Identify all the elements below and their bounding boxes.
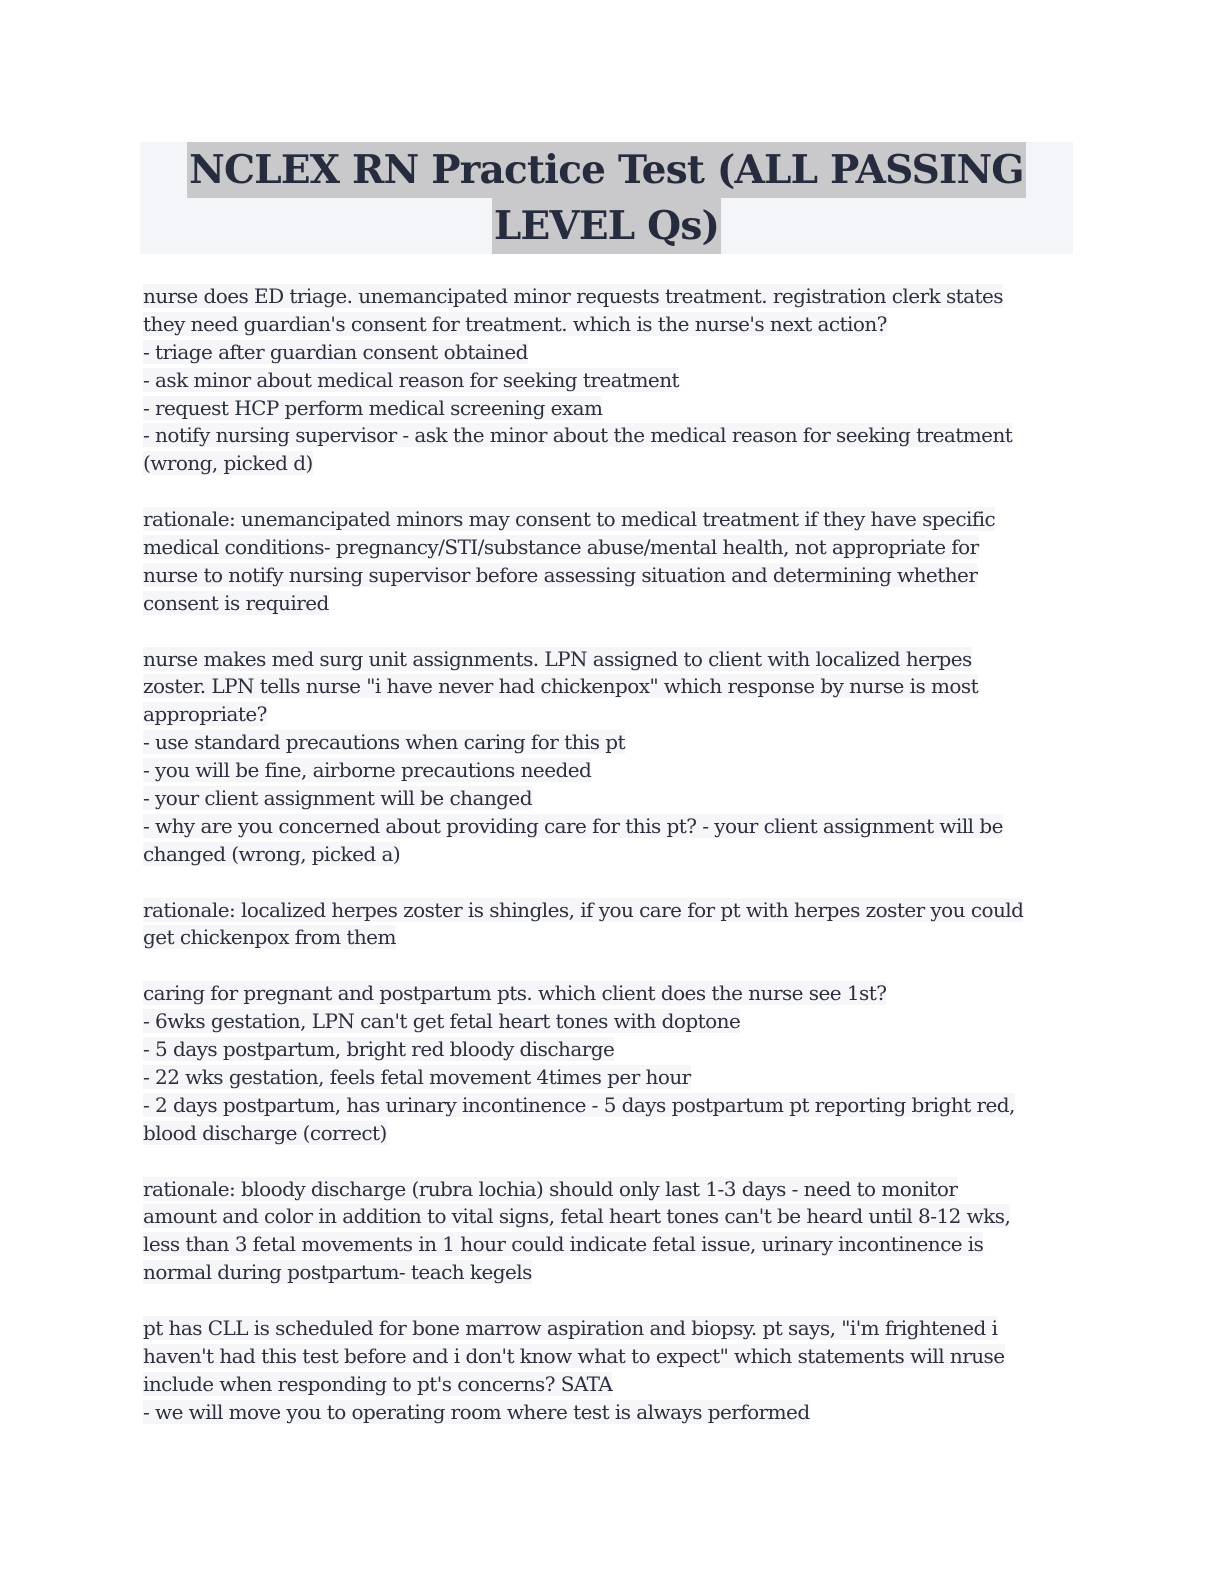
text-line: [143, 1315, 1073, 1343]
text-line: [143, 785, 1073, 813]
text-line: [143, 506, 1073, 534]
paragraph-gap: [143, 1287, 1073, 1315]
line-text: normal during postpartum- teach kegels: [143, 1260, 532, 1285]
document-title: [140, 142, 1073, 254]
text-line: [143, 897, 1073, 925]
text-line: [143, 1092, 1073, 1120]
text-line: [143, 562, 1073, 590]
text-line: [143, 1231, 1073, 1259]
text-line: [143, 924, 1073, 952]
line-text: changed (wrong, picked a): [143, 841, 401, 866]
paragraph-gap: [143, 869, 1073, 897]
line-text: nurse does ED triage. unemancipated minor requests treatment. registration clerk states: [143, 284, 1004, 308]
line-text: zoster. LPN tells nurse "i have never had chickenpox" which response by nurse is most: [143, 674, 979, 699]
line-text: nurse makes med surg unit assignments. LPN assigned to client with localized herpes: [143, 646, 972, 671]
text-line: [143, 1176, 1073, 1204]
text-line: [143, 1036, 1073, 1064]
line-text: medical conditions- pregnancy/STI/substance abuse/mental health, not appropriate for: [143, 535, 979, 560]
text-line: [143, 813, 1073, 841]
line-text: blood discharge (correct): [143, 1120, 387, 1145]
line-text: appropriate?: [143, 702, 267, 727]
line-text: - why are you concerned about providing care for this pt? - your client assignment will be: [143, 813, 1003, 838]
text-line: [143, 1371, 1073, 1399]
text-line: [143, 1259, 1073, 1287]
text-block: [143, 283, 1073, 478]
text-block: [143, 980, 1073, 1147]
line-text: caring for pregnant and postpartum pts. which client does the nurse see 1st?: [143, 981, 887, 1006]
title-line: LEVEL Qs): [492, 198, 721, 254]
text-line: [143, 311, 1073, 339]
text-line: [143, 1120, 1073, 1148]
text-block: [143, 506, 1073, 618]
text-line: [143, 757, 1073, 785]
line-text: - your client assignment will be changed: [143, 786, 532, 811]
line-text: rationale: localized herpes zoster is shingles, if you care for pt with herpes zoster you could: [143, 897, 1024, 922]
line-text: - 22 wks gestation, feels fetal movement 4times per hour: [143, 1064, 691, 1089]
line-text: - use standard precautions when caring for this pt: [143, 730, 626, 755]
line-text: pt has CLL is scheduled for bone marrow aspiration and biopsy. pt says, "i'm frightened i: [143, 1315, 998, 1340]
line-text: include when responding to pt's concerns? SATA: [143, 1371, 613, 1396]
line-text: - 5 days postpartum, bright red bloody discharge: [143, 1037, 615, 1062]
text-line: [143, 339, 1073, 367]
text-line: [143, 1008, 1073, 1036]
line-text: - you will be fine, airborne precautions needed: [143, 758, 592, 783]
text-line: [143, 450, 1073, 478]
text-line: [143, 729, 1073, 757]
text-line: [143, 283, 1073, 311]
paragraph-gap: [143, 952, 1073, 980]
line-text: - 6wks gestation, LPN can't get fetal heart tones with doptone: [143, 1009, 741, 1034]
line-text: rationale: unemancipated minors may consent to medical treatment if they have specific: [143, 507, 996, 532]
text-line: [143, 534, 1073, 562]
line-text: - ask minor about medical reason for seeking treatment: [143, 367, 680, 392]
line-text: less than 3 fetal movements in 1 hour could indicate fetal issue, urinary incontinence is: [143, 1232, 984, 1257]
text-line: [143, 590, 1073, 618]
line-text: - request HCP perform medical screening exam: [143, 395, 603, 420]
text-line: [143, 395, 1073, 423]
text-line: [143, 1343, 1073, 1371]
text-line: [143, 646, 1073, 674]
line-text: (wrong, picked d): [143, 451, 313, 476]
text-line: [143, 841, 1073, 869]
line-text: - notify nursing supervisor - ask the minor about the medical reason for seeking treatment: [143, 423, 1013, 448]
text-block: [143, 646, 1073, 869]
line-text: - we will move you to operating room where test is always performed: [143, 1399, 810, 1424]
text-line: [143, 980, 1073, 1008]
title-line: NCLEX RN Practice Test (ALL PASSING: [187, 142, 1026, 198]
text-block: [143, 1315, 1073, 1427]
line-text: amount and color in addition to vital signs, fetal heart tones can't be heard until 8-12 wks,: [143, 1204, 1011, 1229]
text-line: [143, 701, 1073, 729]
line-text: rationale: bloody discharge (rubra lochia) should only last 1-3 days - need to monitor: [143, 1176, 958, 1201]
text-line: [143, 1203, 1073, 1231]
text-line: [143, 1064, 1073, 1092]
line-text: - triage after guardian consent obtained: [143, 339, 528, 364]
paragraph-gap: [143, 1148, 1073, 1176]
text-line: [143, 367, 1073, 395]
line-text: haven't had this test before and i don't know what to expect" which statements will nruse: [143, 1343, 1005, 1368]
text-line: [143, 422, 1073, 450]
text-block: [143, 897, 1073, 953]
line-text: get chickenpox from them: [143, 925, 396, 950]
line-text: - 2 days postpartum, has urinary incontinence - 5 days postpartum pt reporting bright red,: [143, 1092, 1015, 1117]
text-block: [143, 1176, 1073, 1288]
paragraph-gap: [143, 618, 1073, 646]
text-line: [143, 673, 1073, 701]
document-body: [143, 283, 1073, 1427]
text-line: [143, 1399, 1073, 1427]
line-text: consent is required: [143, 590, 329, 615]
paragraph-gap: [143, 478, 1073, 506]
line-text: they need guardian's consent for treatment. which is the nurse's next action?: [143, 311, 887, 336]
line-text: nurse to notify nursing supervisor before assessing situation and determining whether: [143, 562, 978, 587]
